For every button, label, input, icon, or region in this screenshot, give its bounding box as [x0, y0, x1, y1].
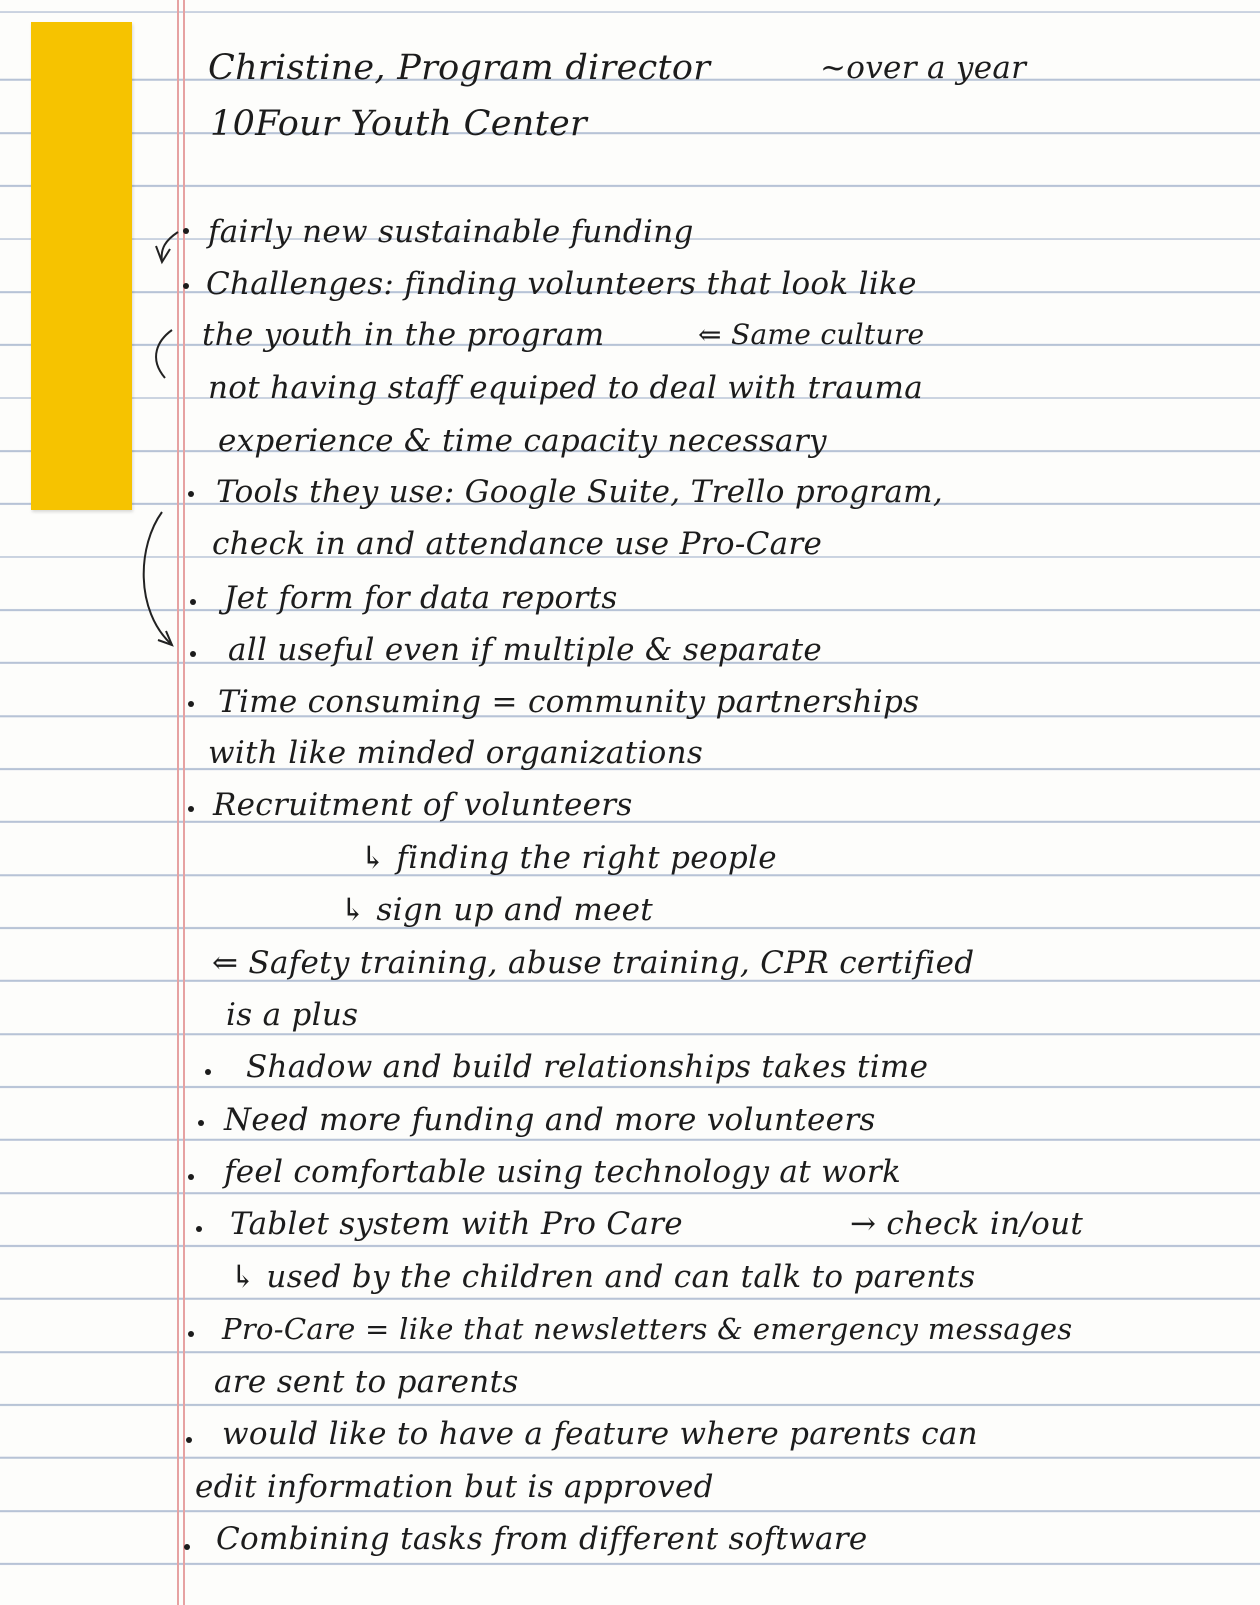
bullet	[205, 1069, 211, 1075]
note-line: all useful even if multiple & separate	[228, 632, 822, 668]
note-line: ⇐ Safety training, abuse training, CPR certified	[212, 945, 975, 981]
heading-tenure: ~over a year	[820, 50, 1027, 86]
note-line: Challenges: finding volunteers that look like	[206, 266, 917, 302]
note-line: experience & time capacity necessary	[218, 423, 827, 459]
note-line: edit information but is approved	[195, 1469, 714, 1505]
note-line: feel comfortable using technology at work	[224, 1154, 902, 1190]
note-line: not having staff equiped to deal with trauma	[208, 370, 924, 406]
bullet	[183, 228, 189, 234]
note-line: Tools they use: Google Suite, Trello program,	[216, 474, 944, 510]
note-line: would like to have a feature where parents can	[222, 1416, 978, 1452]
bullet	[190, 651, 196, 657]
note-line: Pro-Care = like that newsletters & emergency messages	[222, 1312, 1073, 1346]
note-line: with like minded organizations	[208, 735, 704, 771]
note-line: Recruitment of volunteers	[213, 787, 633, 823]
heading-organization: 10Four Youth Center	[210, 104, 588, 144]
bullet	[188, 1331, 194, 1337]
heading-title: Christine, Program director	[208, 48, 711, 88]
note-line: ↳ used by the children and can talk to parents	[230, 1259, 976, 1295]
note-line: Time consuming = community partnerships	[218, 684, 920, 720]
bullet	[186, 1437, 192, 1443]
bullet	[188, 1174, 194, 1180]
note-line: fairly new sustainable funding	[208, 214, 694, 250]
bullet	[198, 1120, 204, 1126]
note-line: ↳ sign up and meet	[340, 892, 654, 928]
note-annotation: → check in/out	[850, 1206, 1084, 1242]
bullet	[188, 806, 194, 812]
note-line: check in and attendance use Pro-Care	[212, 526, 823, 562]
note-line: the youth in the program	[202, 317, 605, 353]
bullet	[183, 283, 189, 289]
bullet	[190, 599, 196, 605]
bullet	[184, 1544, 190, 1550]
note-line: is a plus	[226, 997, 359, 1033]
note-line: Jet form for data reports	[224, 580, 618, 616]
note-line: ↳ finding the right people	[360, 840, 777, 876]
note-line: Combining tasks from different software	[216, 1521, 868, 1557]
bullet	[188, 701, 194, 707]
bullet	[188, 491, 194, 497]
bullet	[196, 1226, 202, 1232]
note-line: are sent to parents	[214, 1364, 519, 1400]
note-line: Shadow and build relationships takes time	[246, 1049, 929, 1085]
note-annotation: ⇐ Same culture	[698, 318, 925, 351]
note-line: Need more funding and more volunteers	[224, 1102, 876, 1138]
note-line: Tablet system with Pro Care	[230, 1206, 683, 1242]
